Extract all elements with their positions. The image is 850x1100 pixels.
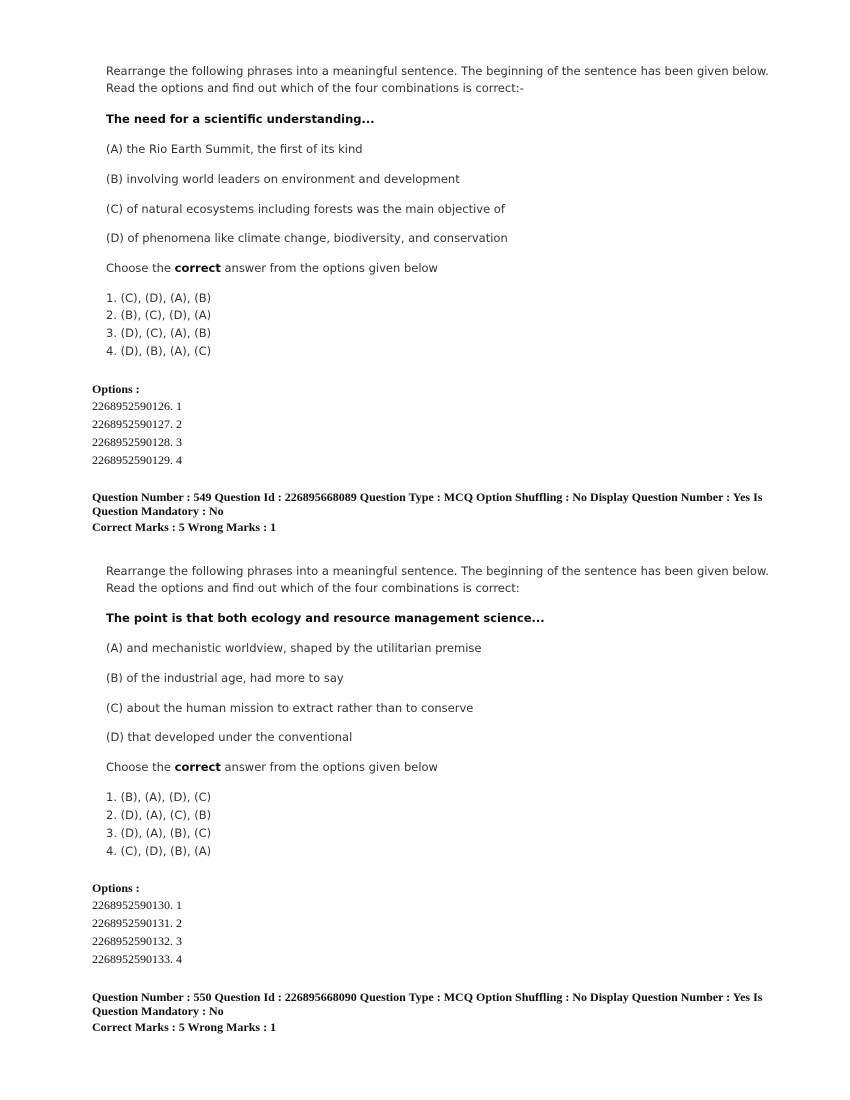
meta-line-3: Correct Marks : 5 Wrong Marks : 1 xyxy=(92,520,277,534)
answer-choice-1: 1. (C), (D), (A), (B) xyxy=(106,291,212,305)
choose-instruction xyxy=(106,261,438,275)
answer-choice-4: 4. (D), (B), (A), (C) xyxy=(106,344,212,358)
option-id-4: 2268952590133. 4 xyxy=(92,952,182,966)
phrase-a: (A) and mechanistic worldview, shaped by the utilitarian premise xyxy=(106,641,482,655)
options-label: Options : xyxy=(92,382,140,396)
option-id-2: 2268952590127. 2 xyxy=(92,417,182,431)
meta-line-1: Question Number : 550 Question Id : 226895668090 Question Type : MCQ Option Shuffling : No Display Question Number : Yes Is xyxy=(92,990,763,1004)
choose-pre: Choose the xyxy=(106,261,175,275)
answer-choice-3: 3. (D), (C), (A), (B) xyxy=(106,326,212,340)
options-label: Options : xyxy=(92,881,140,895)
instruction-line-2: Read the options and find out which of the four combinations is correct:- xyxy=(106,81,524,95)
phrase-c: (C) of natural ecosystems including forests was the main objective of xyxy=(106,202,505,216)
option-id-1: 2268952590130. 1 xyxy=(92,898,182,912)
question-stem: The need for a scientific understanding... xyxy=(106,112,375,126)
choose-post: answer from the options given below xyxy=(220,261,438,275)
meta-line-3: Correct Marks : 5 Wrong Marks : 1 xyxy=(92,1020,277,1034)
option-id-2: 2268952590131. 2 xyxy=(92,916,182,930)
instruction-line-1: Rearrange the following phrases into a meaningful sentence. The beginning of the sentence has been given below. xyxy=(106,564,769,578)
phrase-d: (D) that developed under the conventional xyxy=(106,730,353,744)
option-id-4: 2268952590129. 4 xyxy=(92,453,182,467)
question-stem: The point is that both ecology and resource management science... xyxy=(106,611,545,625)
answer-choice-2: 2. (B), (C), (D), (A) xyxy=(106,308,212,322)
answer-choice-4: 4. (C), (D), (B), (A) xyxy=(106,844,212,858)
choose-bold: correct xyxy=(174,760,221,774)
choose-bold: correct xyxy=(174,261,221,275)
phrase-b: (B) of the industrial age, had more to say xyxy=(106,671,344,685)
meta-line-2: Question Mandatory : No xyxy=(92,504,224,518)
option-id-3: 2268952590128. 3 xyxy=(92,435,182,449)
answer-choice-2: 2. (D), (A), (C), (B) xyxy=(106,808,212,822)
choose-post: answer from the options given below xyxy=(220,760,438,774)
instruction-line-2: Read the options and find out which of the four combinations is correct: xyxy=(106,581,520,595)
choose-pre: Choose the xyxy=(106,760,175,774)
phrase-d: (D) of phenomena like climate change, biodiversity, and conservation xyxy=(106,231,508,245)
instruction-line-1: Rearrange the following phrases into a meaningful sentence. The beginning of the sentence has been given below. xyxy=(106,64,769,78)
choose-instruction xyxy=(106,760,438,774)
phrase-a: (A) the Rio Earth Summit, the first of its kind xyxy=(106,142,363,156)
meta-line-1: Question Number : 549 Question Id : 226895668089 Question Type : MCQ Option Shuffling : No Display Question Number : Yes Is xyxy=(92,490,763,504)
phrase-b: (B) involving world leaders on environment and development xyxy=(106,172,460,186)
option-id-3: 2268952590132. 3 xyxy=(92,934,182,948)
phrase-c: (C) about the human mission to extract rather than to conserve xyxy=(106,701,474,715)
answer-choice-1: 1. (B), (A), (D), (C) xyxy=(106,790,212,804)
option-id-1: 2268952590126. 1 xyxy=(92,399,182,413)
meta-line-2: Question Mandatory : No xyxy=(92,1004,224,1018)
answer-choice-3: 3. (D), (A), (B), (C) xyxy=(106,826,212,840)
